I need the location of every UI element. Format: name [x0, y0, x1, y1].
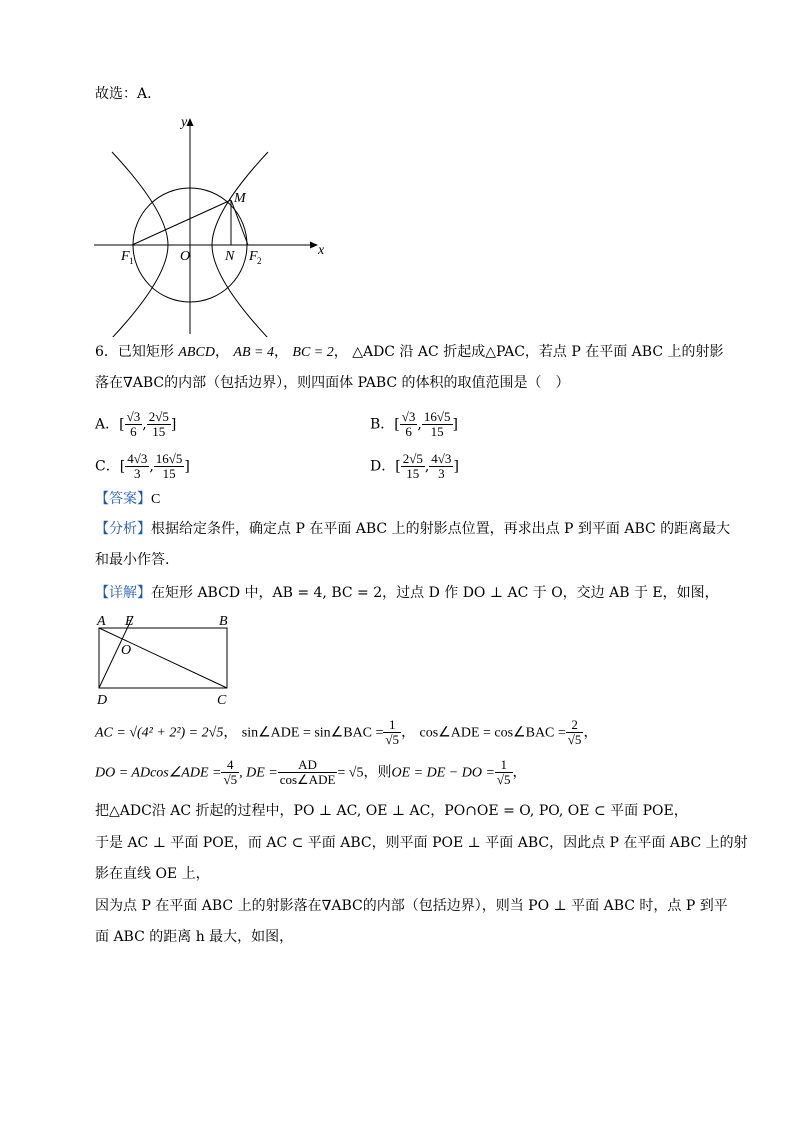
option-a-frac2: $\frac{2√5}{15}$ — [148, 409, 169, 439]
diagonal-ac — [99, 628, 227, 688]
label-b: B — [219, 614, 228, 629]
eq-do: DO = ADcos∠ADE = — [95, 765, 222, 781]
option-b: B．[ $\frac{√3}{6}$ , $\frac{16√5}{15}$ ] — [370, 409, 458, 439]
label-d: D — [97, 693, 108, 708]
label-n: N — [225, 249, 235, 264]
option-d-frac2: $\frac{4√3}{3}$ — [431, 451, 452, 481]
eq-sin-frac: $\frac{1}{√5}$ — [385, 717, 400, 747]
q6-rect: ABCD — [178, 345, 215, 360]
label-f2: F — [249, 249, 258, 264]
q6-bc: BC = 2 — [292, 345, 334, 360]
segment-m-f2 — [231, 200, 248, 245]
label-a: A — [97, 614, 106, 629]
label-o: O — [180, 249, 191, 264]
eq-do-frac: $\frac{4}{√5}$ — [223, 757, 238, 787]
eq-de-frac: $\frac{AD}{\text{cos∠ADE}}$ — [279, 757, 336, 787]
question-6-line1: 6．已知矩形 ABCD， AB = 4， BC = 2， △ADC 沿 AC 折起成△PAC，若点 P 在平面 ABC 上的射影 — [95, 344, 724, 360]
label-x: x — [318, 243, 325, 258]
option-c-frac2: $\frac{16√5}{15}$ — [155, 451, 183, 481]
eq-sin: sin∠ADE = sin∠BAC = — [241, 725, 384, 741]
option-b-frac1: $\frac{√3}{6}$ — [401, 409, 416, 439]
equation-line2: DO = ADcos∠ADE = $\frac{4}{√5}$ , DE = $\frac{AD}{\text{cos∠ADE}}$ = √5，则OE = DE − DO = $\frac{1}{√5}$ ， — [95, 757, 527, 787]
option-b-frac2: $\frac{16√5}{15}$ — [423, 409, 451, 439]
eq-oe-frac: $\frac{1}{√5}$ — [496, 757, 511, 787]
analysis-tag: 【分析】 — [95, 521, 151, 537]
paragraph-5: 面 ABC 的距离 h 最大，如图， — [95, 929, 294, 945]
option-a-label: A． — [95, 416, 120, 433]
x-axis-arrow — [310, 242, 318, 249]
label-m: M — [234, 191, 246, 206]
q6-ab: AB = 4 — [233, 345, 274, 360]
analysis-text1: 根据给定条件，确定点 P 在平面 ABC 上的射影点位置，再求出点 P 到平面 ABC 的距离最大 — [151, 521, 731, 537]
option-d-frac1: $\frac{2√5}{15}$ — [402, 451, 423, 481]
q6-text2: △ADC 沿 AC 折起成△PAC，若点 P 在平面 ABC 上的射影 — [352, 344, 724, 360]
eq-cos: cos∠ADE = cos∠BAC = — [419, 725, 566, 741]
label-e: E — [125, 614, 134, 629]
option-d-label: D． — [370, 458, 396, 475]
eq-cos-frac: $\frac{2}{√5}$ — [567, 717, 582, 747]
analysis-line2: 和最小作答. — [95, 552, 170, 568]
option-c-frac1: $\frac{4√3}{3}$ — [127, 451, 148, 481]
label-f2-sub: 2 — [257, 256, 262, 266]
eq-de: , DE = — [239, 765, 278, 781]
analysis-line1 — [95, 519, 730, 539]
hyperbola-circle-figure — [92, 112, 332, 337]
rectangle-figure — [93, 610, 243, 710]
label-y: y — [181, 115, 188, 130]
option-c: C．[ $\frac{4√3}{3}$ , $\frac{16√5}{15}$ ] — [95, 451, 190, 481]
paragraph-1: 把△ADC沿 AC 折起的过程中，PO ⊥ AC, OE ⊥ AC，PO∩OE = O, PO, OE ⊂ 平面 POE， — [95, 803, 688, 819]
y-axis-arrow — [187, 118, 194, 126]
eq-de-val: = √5，则 — [337, 765, 392, 781]
eq-oe: OE = DE − DO = — [391, 765, 495, 781]
answer — [95, 489, 160, 510]
label-f1: F — [121, 249, 130, 264]
option-d: D．[ $\frac{2√5}{15}$ , $\frac{4√3}{3}$ ] — [370, 451, 459, 481]
q6-text1: 已知矩形 — [117, 344, 174, 360]
previous-answer: 故选：A. — [95, 86, 152, 102]
answer-value: C — [151, 492, 161, 507]
paragraph-2: 于是 AC ⊥ 平面 POE，而 AC ⊂ 平面 ABC，则平面 POE ⊥ 平面 ABC，因此点 P 在平面 ABC 上的射 — [95, 835, 748, 851]
label-c: C — [217, 693, 227, 708]
detail-tag: 【详解】 — [95, 585, 151, 601]
option-a: A．[ $\frac{√3}{6}$ , $\frac{2√5}{15}$ ] — [95, 409, 177, 439]
detail-line1 — [95, 583, 719, 603]
equation-line1: AC = √(4² + 2²) = 2√5， sin∠ADE = sin∠BAC = $\frac{1}{√5}$ ， cos∠ADE = cos∠BAC = $\frac{2}{√5}$ ， — [95, 717, 598, 747]
paragraph-4: 因为点 P 在平面 ABC 上的射影落在∇ABC的内部（包括边界），则当 PO ⊥ 平面 ABC 时，点 P 到平 — [95, 898, 728, 914]
detail-text1: 在矩形 ABCD 中，AB = 4, BC = 2，过点 D 作 DO ⊥ AC 于 O，交边 AB 于 E，如图， — [151, 585, 719, 601]
option-a-frac1: $\frac{√3}{6}$ — [126, 409, 141, 439]
eq-ac: AC = √(4² + 2²) = 2√5 — [95, 725, 224, 741]
answer-tag: 【答案】 — [95, 491, 151, 507]
option-c-label: C． — [95, 458, 120, 475]
question-number: 6． — [95, 344, 118, 360]
segment-f1-m — [132, 200, 231, 245]
option-b-label: B． — [370, 416, 395, 433]
label-o2: O — [121, 643, 132, 658]
label-f1-sub: 1 — [129, 256, 134, 266]
question-6-line2: 落在∇ABC的内部（包括边界），则四面体 PABC 的体积的取值范围是（ ） — [95, 375, 570, 391]
paragraph-3: 影在直线 OE 上， — [95, 866, 210, 882]
